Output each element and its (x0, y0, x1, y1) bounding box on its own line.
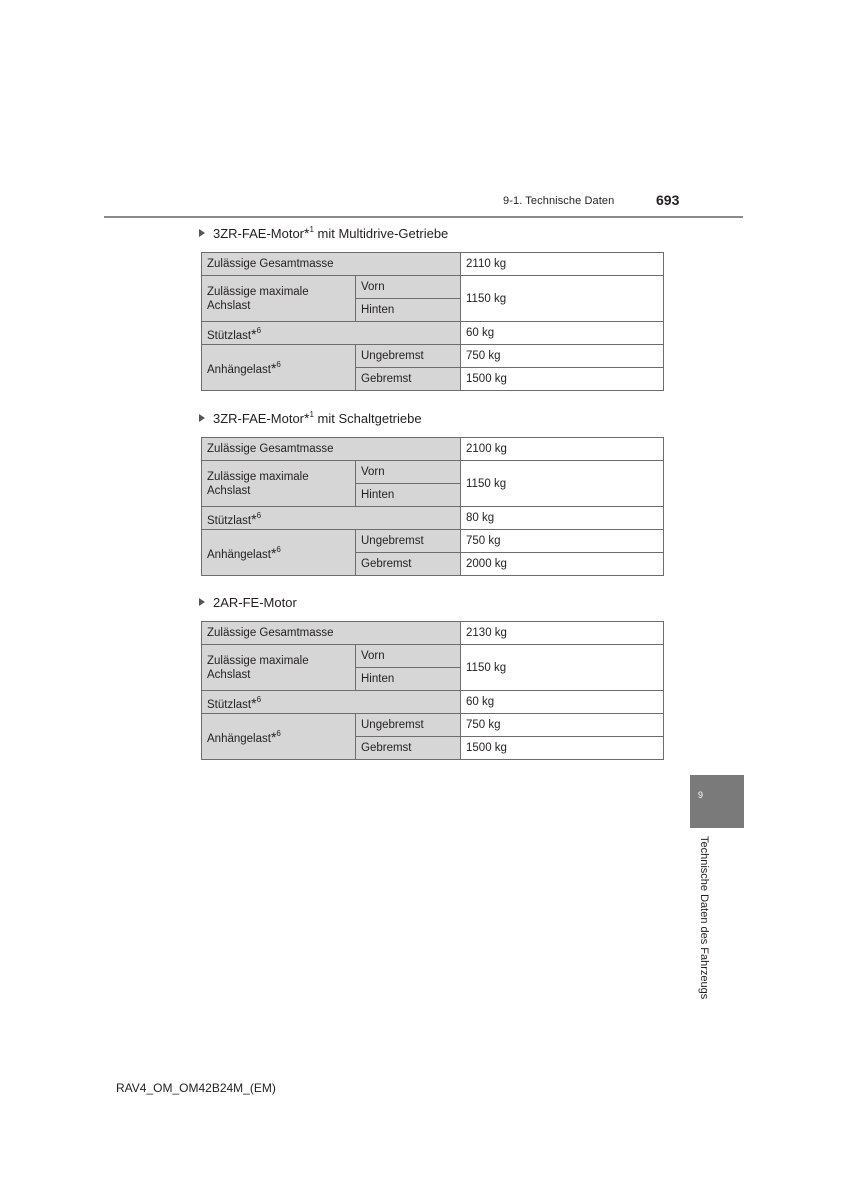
value-cell: 750 kg (461, 345, 664, 368)
value-cell: 1500 kg (461, 737, 664, 760)
sublabel-cell: Ungebremst (356, 345, 461, 368)
value-cell: 2130 kg (461, 622, 664, 645)
footnote-number: 6 (256, 325, 262, 335)
table-row (202, 507, 664, 530)
footnote-number: 1 (309, 410, 314, 419)
chapter-tab-label: Technische Daten des Fahrzeugs (698, 836, 710, 1000)
label-cell (202, 714, 356, 760)
table-row (202, 461, 664, 484)
footnote-star: * (270, 360, 277, 376)
label-text: Stützlast (207, 514, 252, 527)
footnote-star: * (251, 694, 257, 711)
label-cell (202, 507, 461, 530)
label-cell (202, 345, 356, 391)
label-cell: Zulässige maximale Achslast (202, 276, 356, 322)
spec-table (201, 621, 664, 760)
label-cell: Zulässige Gesamtmasse (202, 438, 461, 461)
chapter-tab-number: 9 (698, 790, 704, 800)
footnote-number: 6 (256, 694, 262, 704)
value-cell: 60 kg (461, 691, 664, 714)
value-cell: 1150 kg (461, 645, 664, 691)
sublabel-cell: Vorn (356, 276, 461, 299)
label-cell (202, 530, 356, 576)
value-cell: 60 kg (461, 322, 664, 345)
triangle-bullet-icon (199, 414, 205, 422)
heading-text: 2AR-FE-Motor (213, 595, 297, 610)
footnote-number: 1 (309, 225, 314, 234)
triangle-bullet-icon (199, 598, 205, 606)
label-cell (202, 691, 461, 714)
label-text: Stützlast (207, 329, 252, 342)
value-cell: 1150 kg (461, 461, 664, 507)
footnote-number: 6 (276, 545, 281, 554)
value-cell: 750 kg (461, 714, 664, 737)
table-row (202, 322, 664, 345)
footnote-star: * (270, 729, 277, 745)
value-cell: 80 kg (461, 507, 664, 530)
value-cell: 2110 kg (461, 253, 664, 276)
section-heading (199, 595, 297, 610)
header-divider (104, 216, 743, 218)
section-heading (199, 410, 422, 426)
table-row (202, 276, 664, 299)
label-cell: Zulässige maximale Achslast (202, 645, 356, 691)
sublabel-cell: Hinten (356, 668, 461, 691)
sublabel-cell: Gebremst (356, 368, 461, 391)
heading-text: 3ZR-FAE-Motor (213, 226, 305, 241)
footer-code: RAV4_OM_OM42B24M_(EM) (116, 1081, 276, 1095)
sublabel-cell: Gebremst (356, 737, 461, 760)
value-cell: 2100 kg (461, 438, 664, 461)
sublabel-cell: Vorn (356, 461, 461, 484)
sublabel-cell: Hinten (356, 299, 461, 322)
heading-suffix: mit Schaltgetriebe (313, 411, 422, 426)
footnote-star: * (304, 410, 310, 426)
spec-table (201, 252, 664, 391)
triangle-bullet-icon (199, 229, 205, 237)
heading-suffix: mit Multidrive-Getriebe (313, 226, 449, 241)
page-number: 693 (656, 192, 680, 208)
label-text: Anhängelast (207, 549, 271, 561)
footnote-number: 6 (256, 510, 262, 520)
value-cell: 750 kg (461, 530, 664, 553)
label-text: Stützlast (207, 698, 252, 711)
label-text: Anhängelast (207, 733, 271, 745)
label-cell (202, 322, 461, 345)
footnote-star: * (270, 545, 277, 561)
section-heading (199, 225, 448, 241)
label-cell: Zulässige Gesamtmasse (202, 253, 461, 276)
table-row (202, 645, 664, 668)
table-row (202, 253, 664, 276)
value-cell: 1500 kg (461, 368, 664, 391)
chapter-tab (690, 775, 744, 828)
table-row (202, 530, 664, 553)
sublabel-cell: Vorn (356, 645, 461, 668)
section-header: 9-1. Technische Daten (503, 195, 615, 207)
label-cell: Zulässige maximale Achslast (202, 461, 356, 507)
sublabel-cell: Ungebremst (356, 530, 461, 553)
footnote-star: * (251, 325, 257, 342)
value-cell: 2000 kg (461, 553, 664, 576)
table-row (202, 622, 664, 645)
footnote-star: * (304, 225, 310, 241)
table-row (202, 714, 664, 737)
sublabel-cell: Ungebremst (356, 714, 461, 737)
heading-text: 3ZR-FAE-Motor (213, 411, 305, 426)
label-text: Anhängelast (207, 364, 271, 376)
table-row (202, 691, 664, 714)
sublabel-cell: Gebremst (356, 553, 461, 576)
footnote-number: 6 (276, 729, 281, 738)
table-row (202, 438, 664, 461)
spec-table (201, 437, 664, 576)
footnote-number: 6 (276, 360, 281, 369)
footnote-star: * (251, 510, 257, 527)
sublabel-cell: Hinten (356, 484, 461, 507)
label-cell: Zulässige Gesamtmasse (202, 622, 461, 645)
value-cell: 1150 kg (461, 276, 664, 322)
table-row (202, 345, 664, 368)
